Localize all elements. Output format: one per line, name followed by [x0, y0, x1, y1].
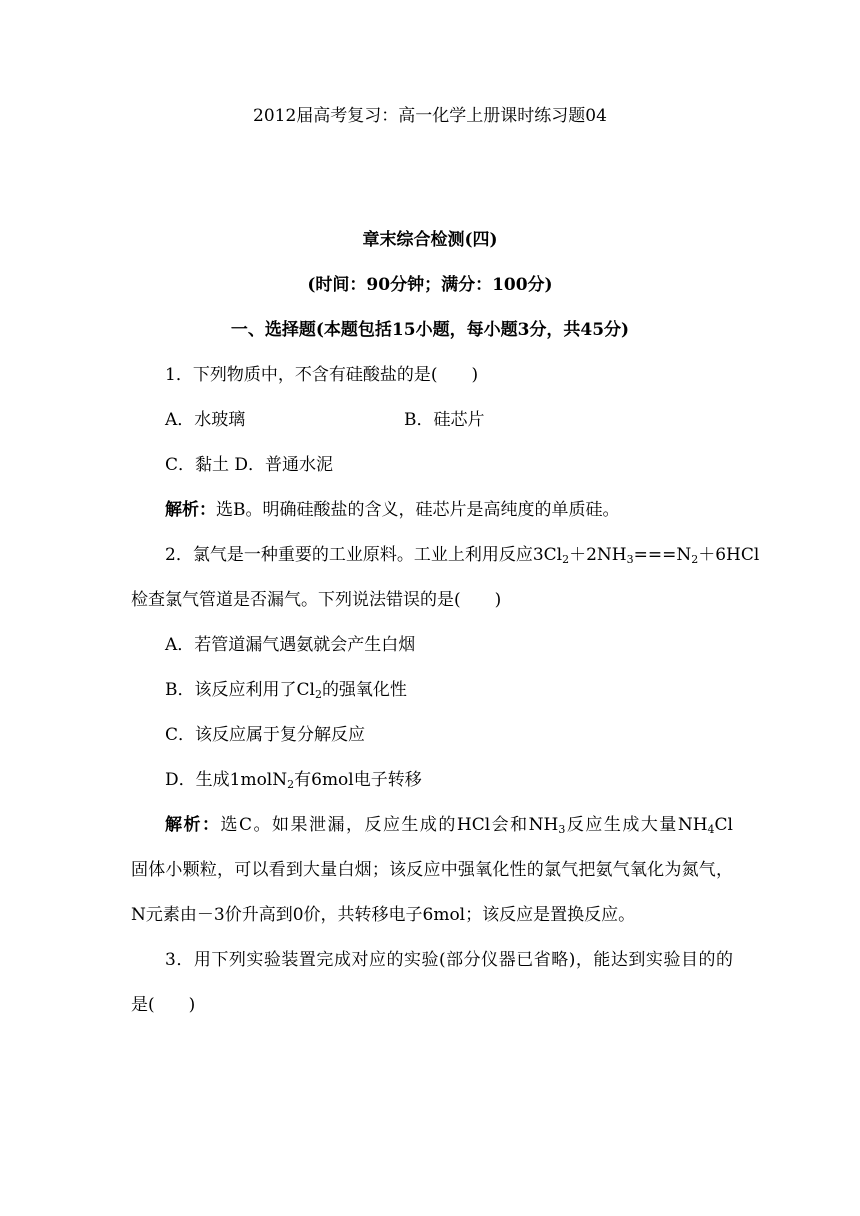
section-heading: 一、选择题(本题包括15小题，每小题3分，共45分) — [230, 320, 630, 340]
analysis-label: 解析： — [165, 500, 216, 520]
subscript: 2 — [314, 688, 322, 701]
q2-analysis-line2: 固体小颗粒，可以看到大量白烟；该反应中强氧化性的氯气把氨气氧化为氮气， — [131, 860, 733, 880]
option-part: 的强氧化性 — [321, 680, 407, 700]
subscript: 2 — [691, 553, 699, 566]
q2-stem-line2: 检查氯气管道是否漏气。下列说法错误的是( ) — [131, 590, 502, 610]
analysis-part: 反应生成大量NH — [565, 815, 708, 835]
analysis-part: 选C。如果泄漏，反应生成的HCl会和NH — [220, 815, 559, 835]
q2-option-c: C．该反应属于复分解反应 — [165, 725, 366, 745]
q2-option-b — [165, 678, 407, 702]
q2-analysis-line1 — [165, 813, 733, 837]
document-title: 2012届高考复习：高一化学上册课时练习题04 — [253, 106, 607, 126]
analysis-label: 解析： — [165, 815, 221, 835]
subscript: 2 — [562, 553, 570, 566]
subscript: 3 — [558, 823, 566, 836]
q2-option-a: A．若管道漏气遇氨就会产生白烟 — [165, 635, 416, 655]
subscript: 3 — [626, 553, 634, 566]
q1-option-a: A．水玻璃 — [165, 410, 246, 430]
analysis-text: 选B。明确硅酸盐的含义，硅芯片是高纯度的单质硅。 — [216, 500, 620, 520]
q2-option-d — [165, 768, 422, 792]
q2-stem-part: ===N — [633, 545, 692, 565]
q2-stem-line1 — [165, 543, 760, 567]
q1-option-b: B．硅芯片 — [404, 410, 485, 430]
analysis-part: Cl — [714, 815, 733, 835]
q1-analysis — [165, 498, 620, 522]
option-part: B．该反应利用了Cl — [165, 680, 315, 700]
chapter-heading: 章末综合检测(四) — [362, 230, 498, 250]
option-part: D．生成1molN — [165, 770, 288, 790]
subscript: 4 — [707, 823, 715, 836]
q2-stem-part: ＋6HCl — [698, 545, 760, 565]
q1-stem: 1．下列物质中，不含有硅酸盐的是( ) — [165, 365, 479, 385]
subscript: 2 — [287, 778, 295, 791]
q3-stem-line1: 3．用下列实验装置完成对应的实验(部分仪器已省略)，能达到实验目的的 — [165, 950, 733, 970]
q3-stem-line2: 是( ) — [131, 995, 196, 1015]
q1-option-cd: C．黏土 D．普通水泥 — [165, 455, 334, 475]
exam-meta: (时间：90分钟；满分：100分) — [307, 275, 553, 295]
q2-stem-part: ＋2NH — [569, 545, 627, 565]
option-part: 有6mol电子转移 — [294, 770, 422, 790]
q2-stem-part: 2．氯气是一种重要的工业原料。工业上利用反应3Cl — [165, 545, 563, 565]
q2-analysis-line3: N元素由－3价升高到0价，共转移电子6mol；该反应是置换反应。 — [131, 905, 636, 925]
